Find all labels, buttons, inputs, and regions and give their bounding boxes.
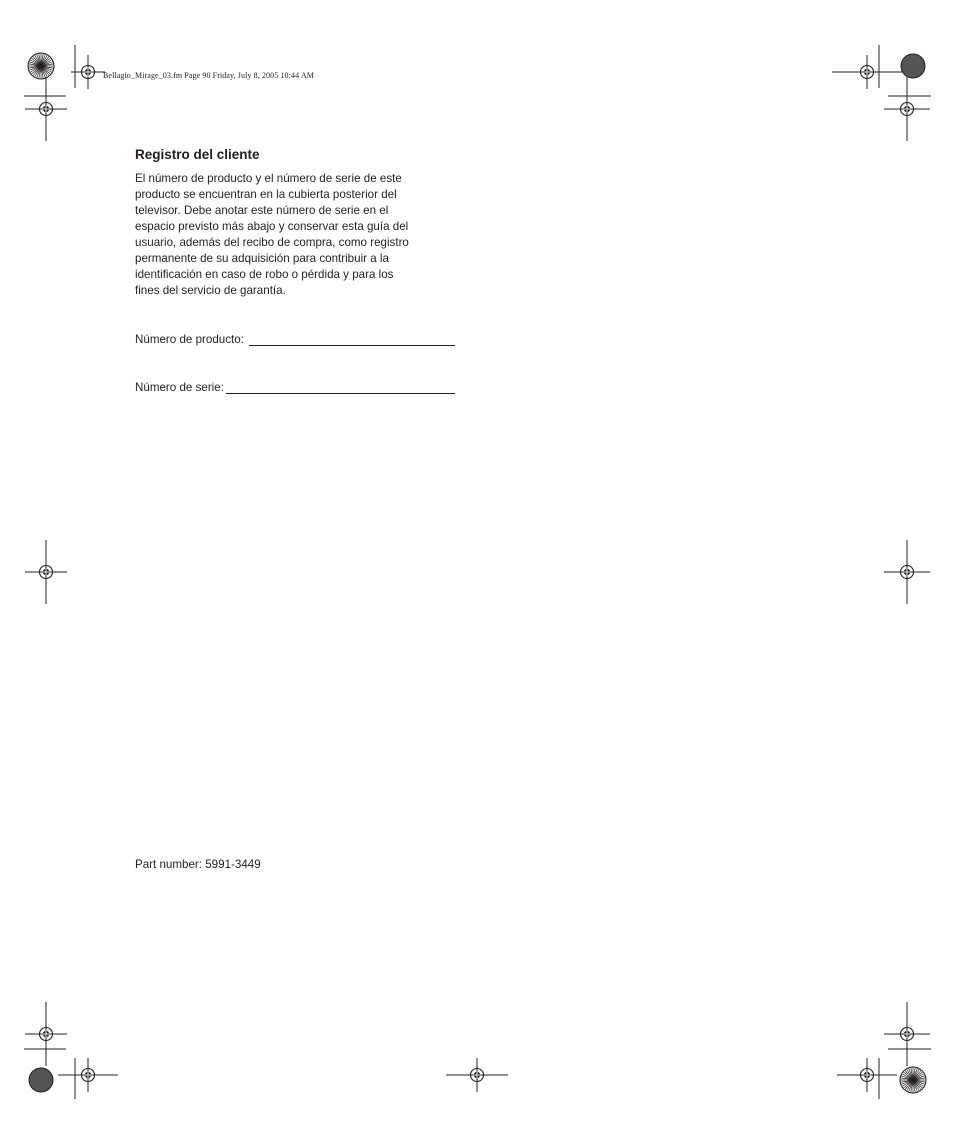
registration-crosshair-icon [25,77,67,141]
product-number-label: Número de producto: [135,333,244,346]
product-number-field[interactable] [249,333,455,346]
registration-crosshair-icon [58,1058,118,1092]
serial-number-row [135,378,455,394]
product-number-row [135,330,455,346]
registration-crosshair-icon [884,1002,930,1066]
print-starburst-icon [28,53,54,79]
print-starburst-icon [900,1067,926,1093]
serial-number-label: Número de serie: [135,381,224,394]
serial-number-field[interactable] [226,381,455,394]
registration-crosshair-icon [837,1058,897,1092]
registration-crosshair-icon [71,55,105,89]
section-body: El número de producto y el número de serie de este producto se encuentran en la cubierta posterior del televisor. Debe anotar este número de serie en el espacio previsto más abajo y conservar esta guía del usuario, además del recibo de compra, como registro permanente de su adquisición para contribuir a la identificación en caso de robo o pérdida y para los fines del servicio de garantía. [135,172,409,297]
file-info-header: Bellagio_Mirage_03.fm Page 90 Friday, July 8, 2005 10:44 AM [103,71,314,80]
registration-crosshair-icon [884,540,930,604]
registration-dot-icon [29,1068,53,1092]
registration-crosshair-icon [25,1002,67,1066]
part-number: Part number: 5991-3449 [135,858,261,871]
section-title: Registro del cliente [135,147,260,162]
registration-crosshair-icon [25,540,67,604]
registration-crosshair-icon [884,77,930,141]
registration-crosshair-icon [446,1058,508,1092]
registration-dot-icon [901,54,925,78]
registration-crosshair-icon [832,55,902,89]
